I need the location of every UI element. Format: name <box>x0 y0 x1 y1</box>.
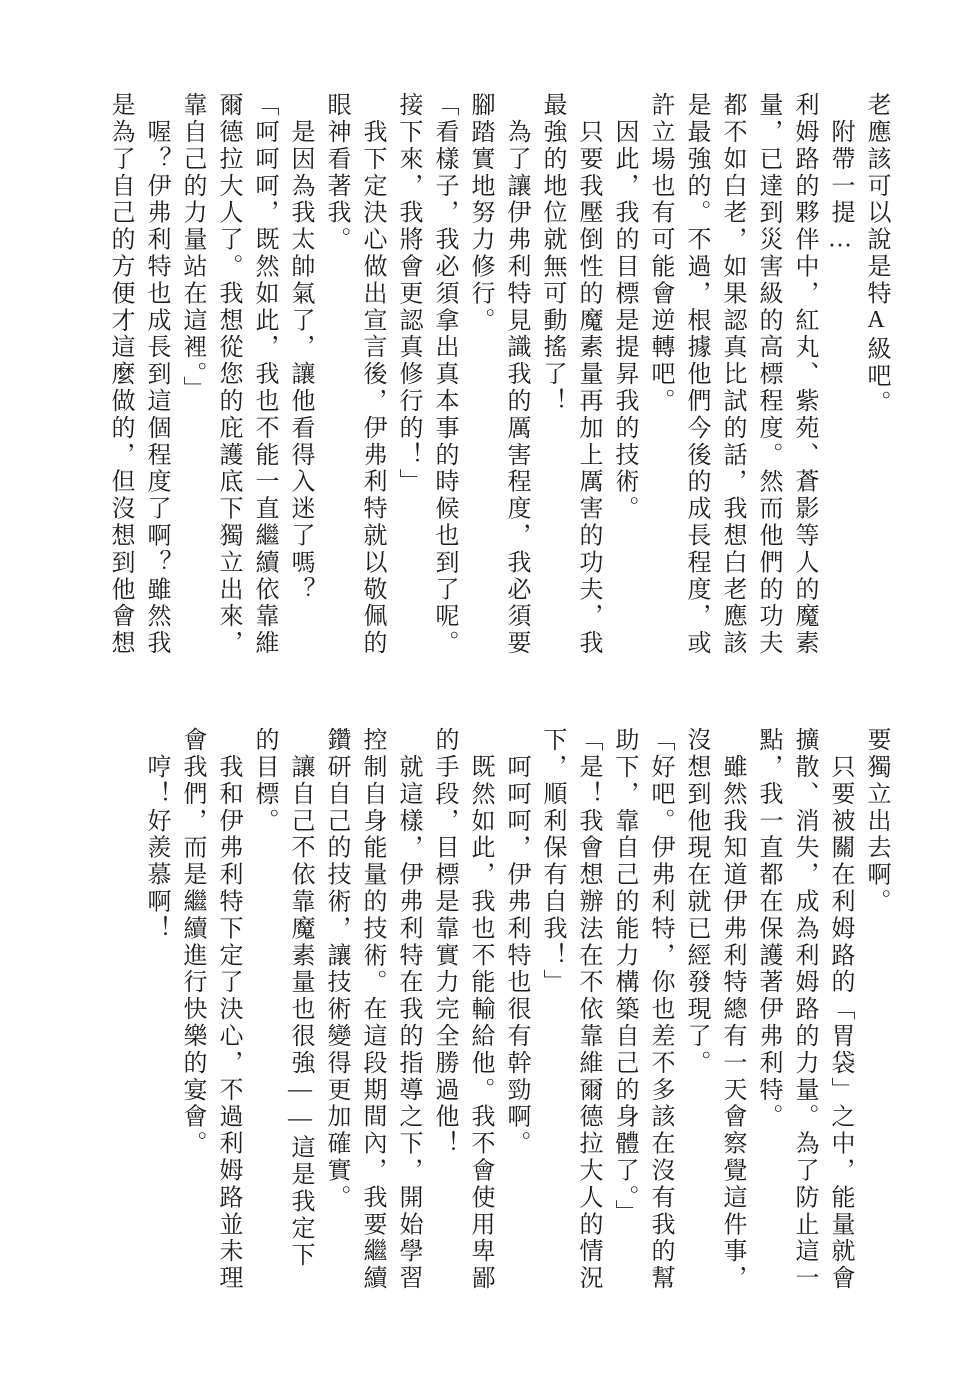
paragraph: 是因為我太帥氣了，讓他看得入迷了嗎？ <box>287 92 313 604</box>
paragraph: 利姆路的夥伴中，紅丸、紫苑、蒼影等人的魔素量，已達到災害級的高標程度。然而他們的功夫都不如白老，如果認真比試的話，我想白老應該是最強的。不過，根據他們今後的成長程度，或許立場也有可能會逆轉吧。 <box>647 92 817 657</box>
paragraph: 附帶一提… <box>827 92 853 256</box>
paragraph: 因此，我的目標是提昇我的技術。 <box>611 92 637 523</box>
text-block-top <box>102 92 894 658</box>
paragraph: 「看樣子，我必須拿出真本事的時候也到了呢。接下來，我將會更認真修行的！」 <box>395 92 457 657</box>
paragraph: 既然如此，我也不能輸給他。我不會使用卑鄙的手段，目標是靠實力完全勝過他！ <box>431 727 493 1292</box>
paragraph: 就這樣，伊弗利特在我的指導之下，開始學習控制自身能量的技術。在這段期間內，我要繼續鑽研自己的技術，讓技術變得更加確實。 <box>323 727 421 1292</box>
paragraph: 為了讓伊弗利特見識我的厲害程度，我必須要腳踏實地努力修行。 <box>467 92 529 657</box>
paragraph: 呵呵呵，伊弗利特也很有幹勁啊。 <box>503 727 529 1158</box>
paragraph: 「好吧。伊弗利特，你也差不多該在沒有我的幫助下，靠自己的能力構築自己的身體了。」 <box>611 727 673 1292</box>
paragraph: 讓自己不依靠魔素量也很強——這是我定下的目標。 <box>251 727 313 1269</box>
paragraph: 老應該可以說是特A級吧。 <box>863 92 889 417</box>
paragraph: 只要我壓倒性的魔素量再加上厲害的功夫，我最強的地位就無可動搖了！ <box>539 92 601 657</box>
paragraph: 「呵呵呵，既然如此，我也不能一直繼續依靠維爾德拉大人了。我想從您的庇護底下獨立出來，靠自己的力量站在這裡。」 <box>179 92 277 657</box>
paragraph: 喔？伊弗利特也成長到這個程度了啊？雖然我是為了自己的方便才這麼做的，但沒想到他會想 <box>107 92 169 657</box>
paragraph: 哼！好羨慕啊！ <box>143 727 169 943</box>
text-block-bottom <box>138 727 894 1293</box>
paragraph: 要獨立出去啊。 <box>863 727 889 916</box>
paragraph: 我下定決心做出宣言後，伊弗利特就以敬佩的眼神看著我。 <box>323 92 385 657</box>
paragraph: 雖然我知道伊弗利特總有一天會察覺這件事，沒想到他現在就已經發現了。 <box>683 727 745 1292</box>
paragraph: 只要被關在利姆路的「胃袋」之中，能量就會擴散、消失，成為利姆路的力量。為了防止這一點，我一直都在保護著伊弗利特。 <box>755 727 853 1292</box>
paragraph: 我和伊弗利特下定了決心，不過利姆路並未理會我們，而是繼續進行快樂的宴會。 <box>179 727 241 1292</box>
paragraph: 「是！我會想辦法在不依靠維爾德拉大人的情況下，順利保有自我！」 <box>539 727 601 1292</box>
